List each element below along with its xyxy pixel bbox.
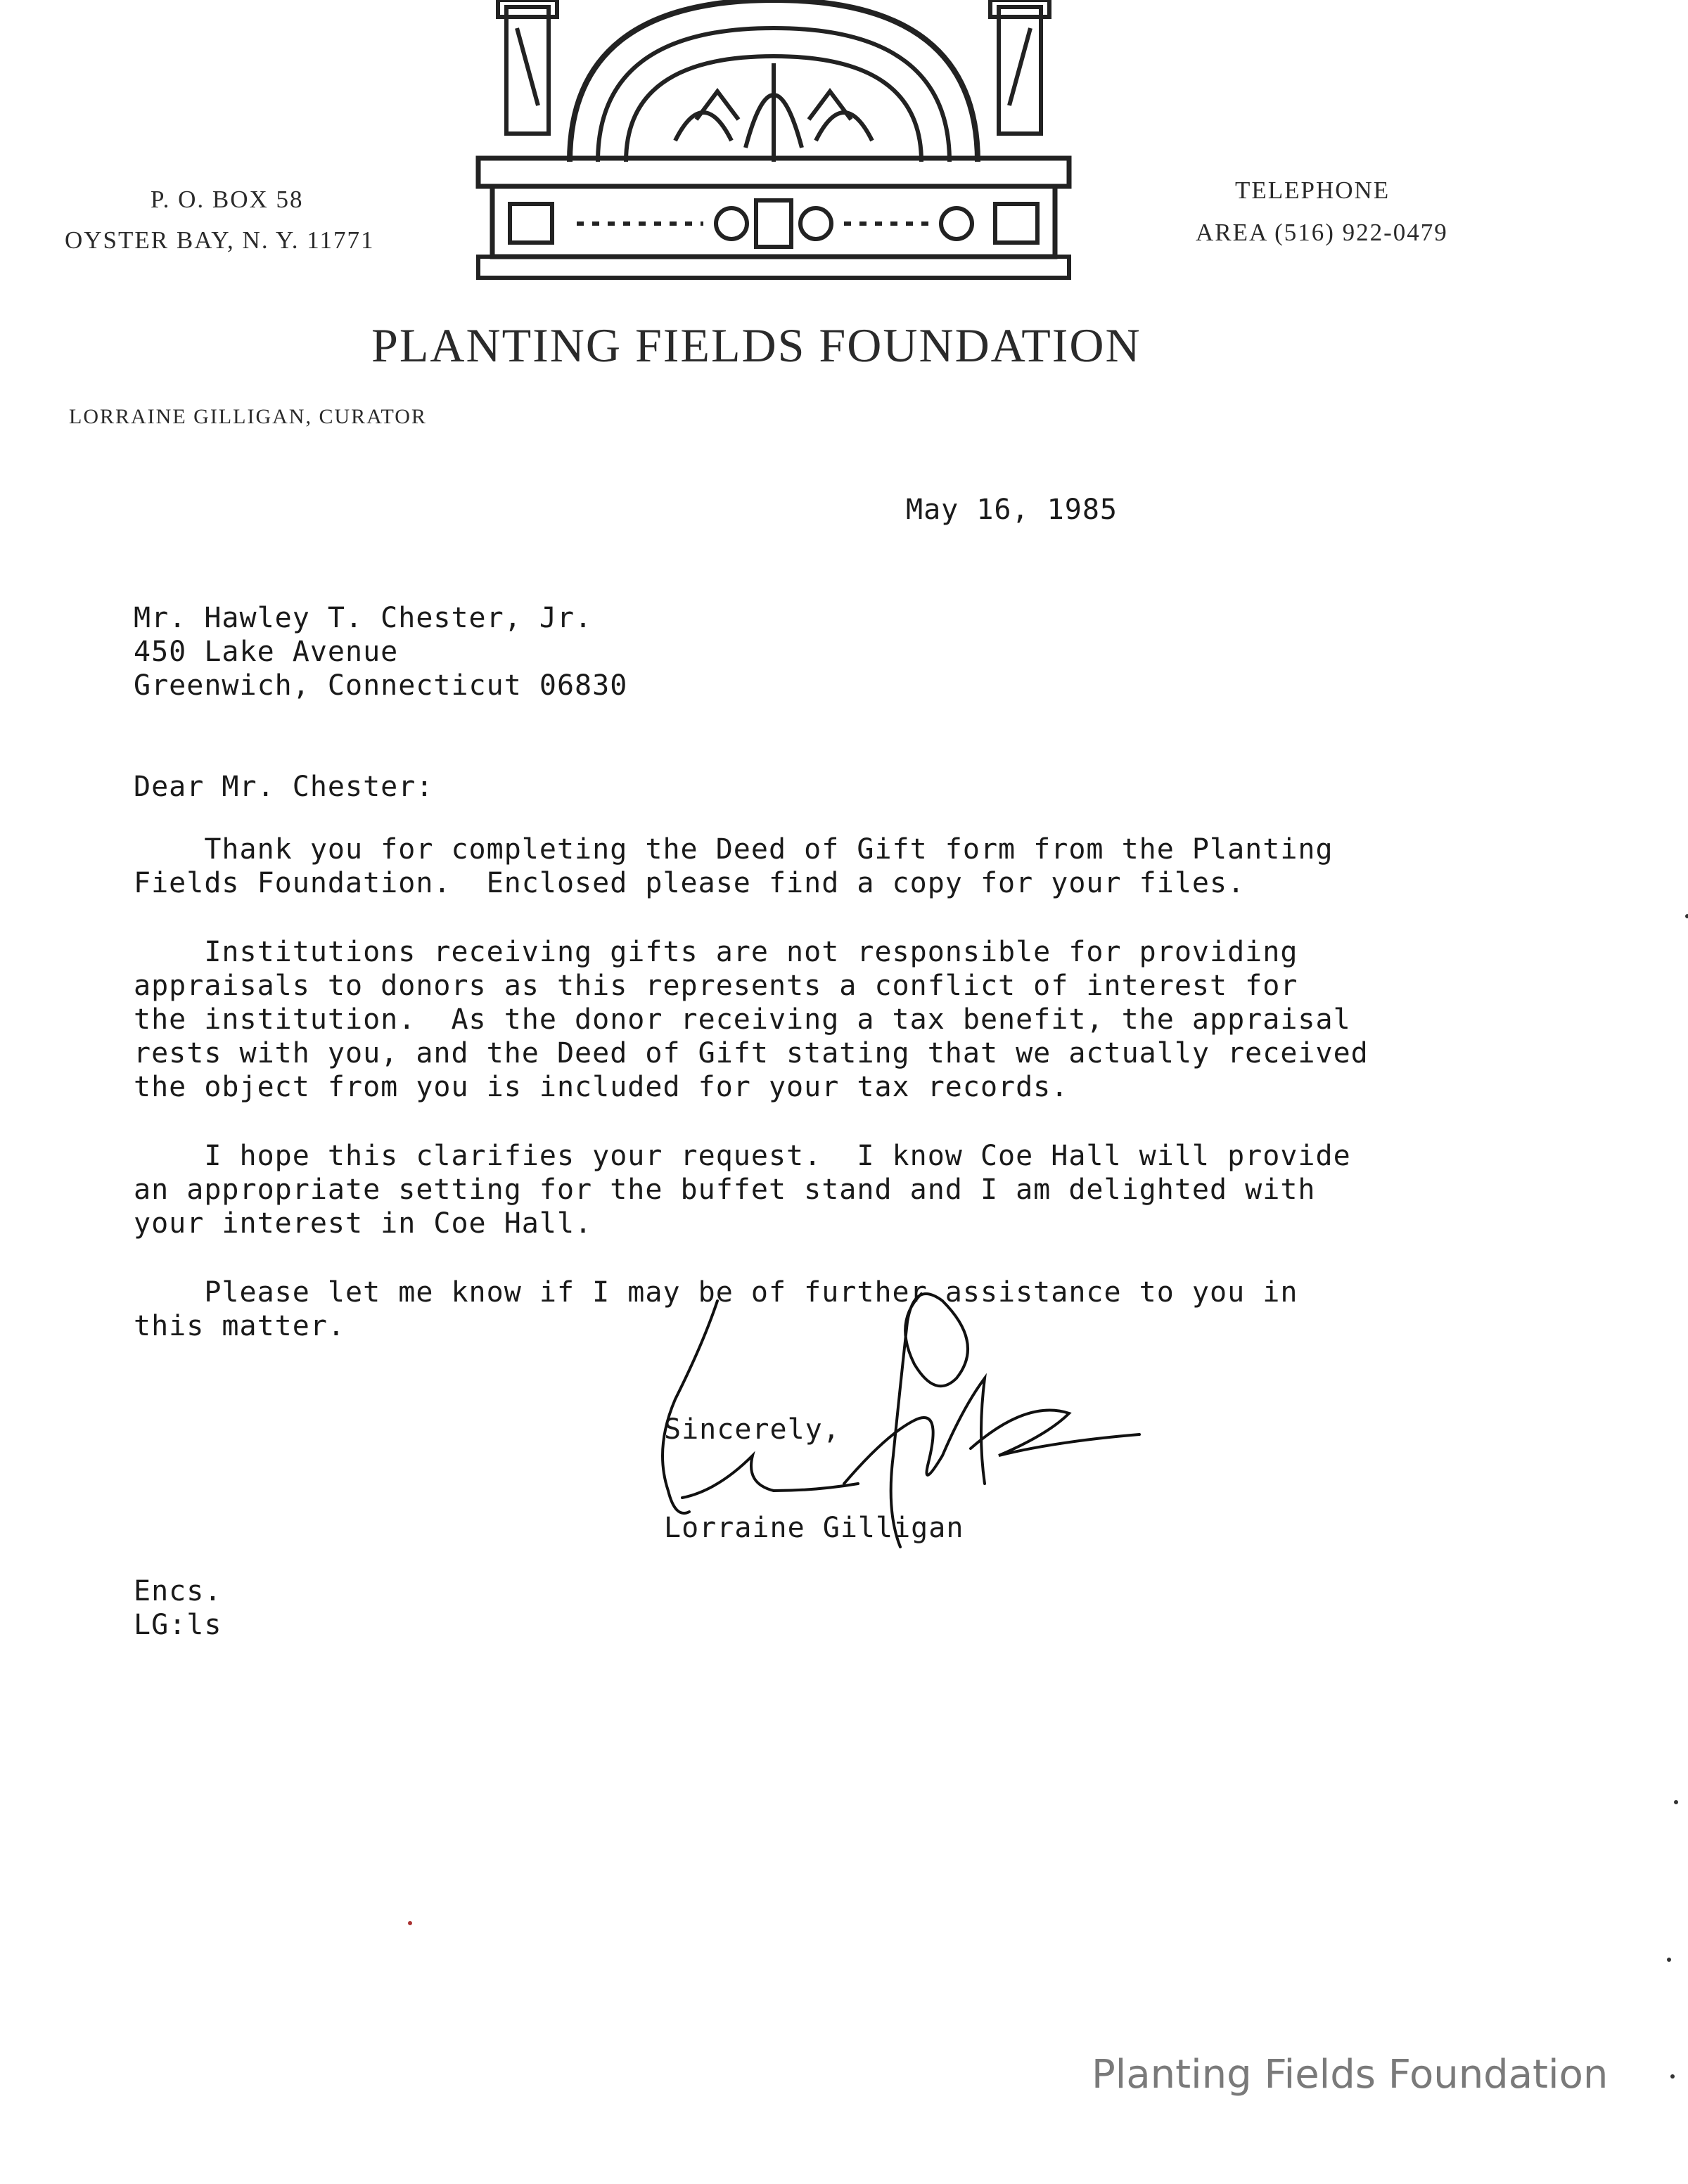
architectural-crest-icon: [464, 0, 1083, 295]
curator-line: LORRAINE GILLIGAN, CURATOR: [69, 405, 427, 428]
scan-speck: [1674, 1800, 1678, 1804]
po-box: P. O. BOX 58: [151, 186, 304, 213]
enclosure-note: Encs.: [134, 1575, 222, 1607]
recipient-street: 450 Lake Avenue: [134, 636, 399, 668]
recipient-name: Mr. Hawley T. Chester, Jr.: [134, 602, 593, 634]
closing: Sincerely,: [664, 1413, 840, 1446]
scan-speck: [1685, 914, 1688, 918]
signer-name: Lorraine Gilligan: [664, 1512, 964, 1544]
organization-name: PLANTING FIELDS FOUNDATION: [371, 319, 1142, 372]
recipient-city: Greenwich, Connecticut 06830: [134, 669, 628, 702]
letter-date: May 16, 1985: [906, 494, 1118, 526]
watermark: Planting Fields Foundation: [1092, 2052, 1609, 2098]
scan-speck: [408, 1921, 412, 1925]
scan-speck: [1670, 2074, 1675, 2079]
paragraph-thanks: Thank you for completing the Deed of Gift form from the Planting Fields Foundation. Enclosed please find a copy for your files.: [134, 833, 1334, 899]
salutation: Dear Mr. Chester:: [134, 771, 434, 803]
paragraph-assistance: Please let me know if I may be of further assistance to you in this matter.: [134, 1276, 1298, 1342]
handwritten-signature-icon: [633, 1280, 1168, 1575]
paragraph-appraisal: Institutions receiving gifts are not responsible for providing appraisals to donors as this represents a conflict of interest for the institution. As the donor receiving a tax benefit, the appraisal rests with you, and the Deed of Gift stating that we actually received the object from you is included for your tax records.: [134, 936, 1369, 1103]
paragraph-coe-hall: I hope this clarifies your request. I know Coe Hall will provide an appropriate setting for the buffet stand and I am delighted with your interest in Coe Hall.: [134, 1140, 1351, 1240]
typist-initials: LG:ls: [134, 1609, 222, 1641]
telephone-number: AREA (516) 922-0479: [1196, 219, 1448, 246]
telephone-label: TELEPHONE: [1235, 176, 1390, 204]
scan-speck: [1667, 1958, 1671, 1962]
city-line: OYSTER BAY, N. Y. 11771: [65, 226, 375, 254]
